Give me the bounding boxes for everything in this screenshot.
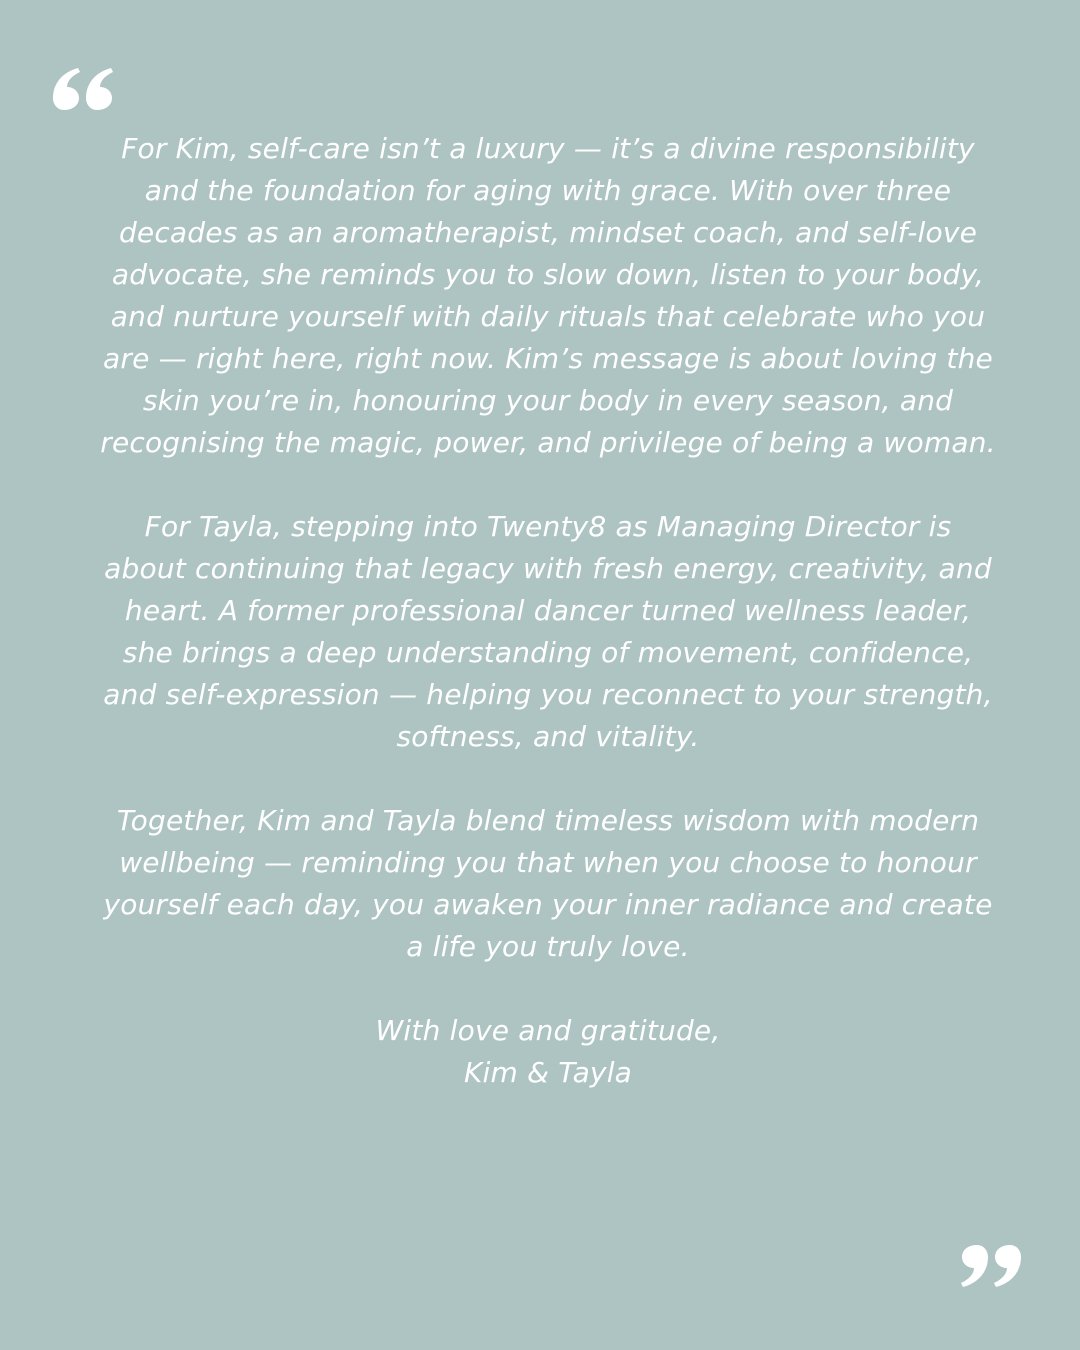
open-quote-icon [52,68,114,110]
letter-body [100,128,996,1094]
signature: Kim & Tayla [463,1056,633,1089]
letter-paragraph-together: Together, Kim and Tayla blend timeless wisdom with modern wellbeing — reminding you that when you choose to honour yourself each day, you awaken your inner radiance and create a life you truly love. [103,804,993,963]
letter-signoff [100,1010,996,1094]
letter-paragraph-kim: For Kim, self-care isn’t a luxury — it’s a divine responsibility and the foundation for aging with grace. With over three decades as an aromatherapist, mindset coach, and self-love advocate, she reminds you to slow down, listen to your body, and nurture yourself with daily rituals that celebrate who you are — right here, right now. Kim’s message is about loving the skin you’re in, honouring your body in every season, and recognising the magic, power, and privilege of being a woman. [100,132,996,459]
closing-line: With love and gratitude, [375,1014,721,1047]
close-quote-icon [960,1245,1022,1287]
letter-paragraph-tayla: For Tayla, stepping into Twenty8 as Managing Director is about continuing that legacy with fresh energy, creativity, and heart. A former professional dancer turned wellness leader, she brings a deep understanding of movement, confidence, and self-expression — helping you reconnect to your strength, softness, and vitality. [103,510,993,753]
